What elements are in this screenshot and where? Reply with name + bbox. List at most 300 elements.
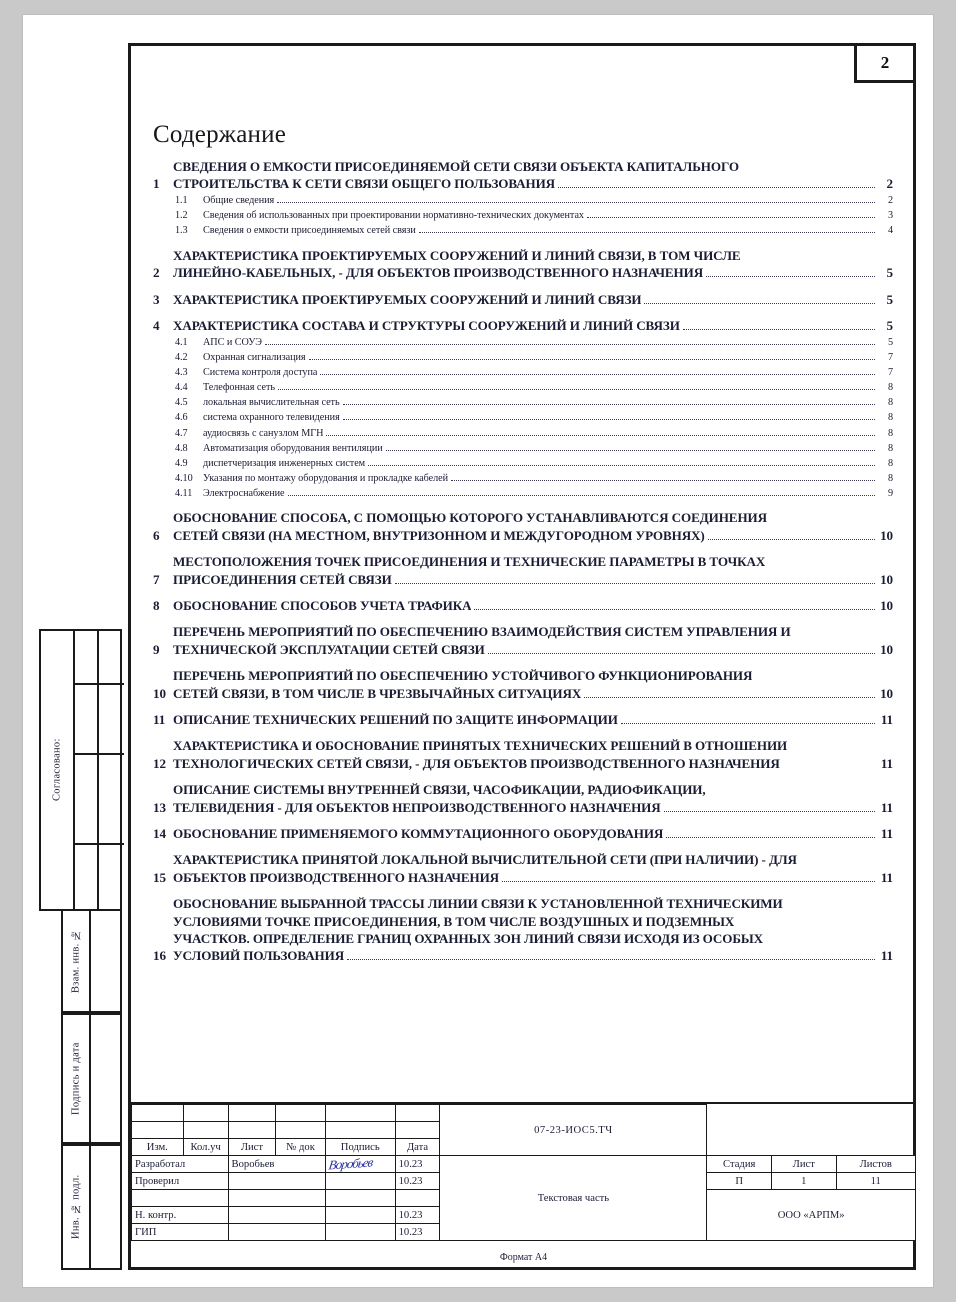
sidebar-label-vzam: Взам. инв. № bbox=[70, 929, 82, 993]
toc-entry-number: 11 bbox=[153, 711, 166, 727]
toc-entry-number: 15 bbox=[153, 869, 166, 885]
toc-entry-line bbox=[173, 553, 893, 570]
toc-dot-leader bbox=[488, 653, 875, 654]
toc-entry-page: 11 bbox=[880, 711, 893, 727]
sidebar-label-soglasovano: Согласовано: bbox=[51, 738, 63, 802]
toc-entry-body bbox=[173, 247, 893, 282]
toc-entry-page: 8 bbox=[887, 397, 893, 409]
toc-entry-number: 8 bbox=[153, 597, 160, 613]
toc-entry-text: Общие сведения bbox=[203, 195, 275, 207]
title-block-signature-cell[interactable] bbox=[325, 1156, 395, 1173]
toc-entry-body bbox=[203, 351, 893, 365]
toc-entry-text: ТЕХНИЧЕСКОЙ ЭКСПЛУАТАЦИИ СЕТЕЙ СВЯЗИ bbox=[173, 641, 485, 657]
toc-entry-text: ОБЪЕКТОВ ПРОИЗВОДСТВЕННОГО НАЗНАЧЕНИЯ bbox=[173, 869, 500, 885]
title-block-role[interactable]: Разработал bbox=[132, 1156, 229, 1173]
toc-dot-leader bbox=[621, 723, 875, 724]
toc-entry-body bbox=[173, 317, 893, 334]
toc-dot-leader bbox=[326, 435, 875, 436]
toc-entry-line bbox=[173, 825, 893, 842]
toc-dot-leader bbox=[584, 697, 875, 698]
stage-value-2: 11 bbox=[836, 1173, 915, 1190]
toc-entry[interactable] bbox=[153, 411, 893, 425]
sidebar-approval-box bbox=[39, 629, 122, 911]
toc-entry-number: 12 bbox=[153, 755, 166, 771]
toc-entry-line bbox=[203, 411, 893, 425]
toc-entry-text: ОБОСНОВАНИЕ ВЫБРАННОЙ ТРАССЫ ЛИНИИ СВЯЗИ К УСТАНОВЛЕННОЙ ТЕХНИЧЕСКИМИ bbox=[173, 896, 783, 912]
toc-entry-page: 10 bbox=[880, 571, 893, 587]
sidebar-divider-1 bbox=[75, 683, 124, 685]
stage-header-2: Листов bbox=[836, 1156, 915, 1173]
toc-entry-body bbox=[173, 509, 893, 544]
toc-entry-number: 1 bbox=[153, 176, 160, 192]
sidebar-label-inv: Инв. № подл. bbox=[70, 1174, 82, 1240]
toc-entry[interactable] bbox=[153, 336, 893, 350]
sidebar-approval-label-cell bbox=[41, 631, 75, 909]
sidebar-divider-2 bbox=[75, 753, 124, 755]
title-block-column-header: Лист bbox=[228, 1139, 276, 1156]
toc-dot-leader bbox=[309, 359, 875, 360]
toc-entry-line bbox=[203, 366, 893, 380]
title-block-column-header: № док bbox=[276, 1139, 326, 1156]
title-block-cell[interactable] bbox=[132, 1122, 184, 1139]
toc-entry[interactable] bbox=[153, 457, 893, 471]
toc-entry-number: 2 bbox=[153, 265, 160, 281]
toc-dot-leader bbox=[343, 404, 875, 405]
toc-entry-line bbox=[203, 472, 893, 486]
toc-entry-text: Электроснабжение bbox=[203, 487, 285, 499]
toc-entry-text: ОБОСНОВАНИЕ СПОСОБОВ УЧЕТА ТРАФИКА bbox=[173, 597, 472, 613]
sidebar-inv-label-cell bbox=[63, 1146, 91, 1268]
toc-dot-leader bbox=[558, 187, 875, 188]
toc-entry-text: ХАРАКТЕРИСТИКА СОСТАВА И СТРУКТУРЫ СООРУЖЕНИЙ И ЛИНИЙ СВЯЗИ bbox=[173, 318, 680, 334]
sidebar-vzam-label-cell bbox=[63, 911, 91, 1011]
toc-entry-line bbox=[203, 381, 893, 395]
toc-entry-body bbox=[173, 158, 893, 193]
toc-entry-line bbox=[173, 947, 893, 964]
title-block-date[interactable]: 10.23 bbox=[395, 1224, 440, 1241]
toc-entry-line bbox=[173, 291, 893, 308]
signature-mark: Воробьев bbox=[327, 1154, 374, 1173]
title-block-signature-cell[interactable] bbox=[325, 1190, 395, 1207]
document-number-cell bbox=[440, 1105, 707, 1156]
toc-entry-line bbox=[203, 194, 893, 208]
toc-entry[interactable] bbox=[153, 737, 893, 772]
toc-entry[interactable] bbox=[153, 442, 893, 456]
toc-entry-body bbox=[203, 487, 893, 501]
toc-entry-body bbox=[203, 224, 893, 238]
toc-entry-body bbox=[203, 457, 893, 471]
toc-entry[interactable] bbox=[153, 366, 893, 380]
toc-entry[interactable] bbox=[153, 381, 893, 395]
toc-entry-line bbox=[173, 851, 893, 868]
toc-entry-text: Автоматизация оборудования вентиляции bbox=[203, 442, 383, 454]
toc-entry-page: 7 bbox=[887, 352, 893, 364]
toc-entry-number: 13 bbox=[153, 799, 166, 815]
toc-dot-leader bbox=[395, 583, 875, 584]
sidebar-inv-box bbox=[61, 1144, 122, 1270]
toc-entry-line bbox=[203, 224, 893, 238]
toc-entry[interactable] bbox=[153, 247, 893, 282]
organization-cell: ООО «АРПМ» bbox=[707, 1190, 916, 1241]
toc-entry-number: 4.2 bbox=[175, 352, 188, 364]
stage-header-1: Лист bbox=[772, 1156, 836, 1173]
toc-entry-body bbox=[203, 442, 893, 456]
toc-entry-text: Охранная сигнализация bbox=[203, 352, 306, 364]
table-of-contents bbox=[153, 121, 893, 965]
toc-entry-text: УЧАСТКОВ. ОПРЕДЕЛЕНИЕ ГРАНИЦ ОХРАННЫХ ЗОН ЛИНИЙ СВЯЗИ ИСХОДЯ ИЗ ОСОБЫХ bbox=[173, 931, 764, 947]
toc-entry-body bbox=[173, 597, 893, 614]
toc-entry-text: СЕТЕЙ СВЯЗИ, В ТОМ ЧИСЛЕ В ЧРЕЗВЫЧАЙНЫХ СИТУАЦИЯХ bbox=[173, 685, 582, 701]
toc-entry[interactable] bbox=[153, 396, 893, 410]
toc-entry[interactable] bbox=[153, 825, 893, 842]
toc-entry[interactable] bbox=[153, 209, 893, 223]
toc-entry-page: 8 bbox=[887, 427, 893, 439]
document-number: 07-23-ИОС5.ТЧ bbox=[534, 1124, 613, 1136]
toc-entry-page: 10 bbox=[880, 597, 893, 613]
title-block-cell[interactable] bbox=[183, 1105, 228, 1122]
toc-dot-leader bbox=[706, 276, 875, 277]
toc-entry-text: Сведения об использованных при проектировании нормативно-технических документах bbox=[203, 210, 584, 222]
toc-entry-text: локальная вычислительная сеть bbox=[203, 397, 340, 409]
title-block-cell[interactable] bbox=[395, 1105, 440, 1122]
toc-entry-line bbox=[203, 336, 893, 350]
toc-entry-text: МЕСТОПОЛОЖЕНИЯ ТОЧЕК ПРИСОЕДИНЕНИЯ И ТЕХНИЧЕСКИЕ ПАРАМЕТРЫ В ТОЧКАХ bbox=[173, 554, 766, 570]
toc-dot-leader bbox=[288, 495, 875, 496]
toc-entry-line bbox=[203, 351, 893, 365]
toc-entry[interactable] bbox=[153, 194, 893, 208]
toc-entry-text: ХАРАКТЕРИСТИКА И ОБОСНОВАНИЕ ПРИНЯТЫХ ТЕХНИЧЕСКИХ РЕШЕНИЙ В ОТНОШЕНИИ bbox=[173, 738, 788, 754]
toc-entry-page: 10 bbox=[880, 527, 893, 543]
title-block-date[interactable] bbox=[395, 1190, 440, 1207]
toc-entry-page: 5 bbox=[887, 337, 893, 349]
toc-entry-line bbox=[173, 571, 893, 588]
toc-entry-line bbox=[173, 623, 893, 640]
toc-entry-text: ХАРАКТЕРИСТИКА ПРОЕКТИРУЕМЫХ СООРУЖЕНИЙ И ЛИНИЙ СВЯЗИ, В ТОМ ЧИСЛЕ bbox=[173, 248, 741, 263]
title-block-role[interactable]: Н. контр. bbox=[132, 1207, 229, 1224]
toc-dot-leader bbox=[343, 419, 875, 420]
toc-entry-number: 3 bbox=[153, 291, 160, 307]
toc-entry-text: УСЛОВИЙ ПОЛЬЗОВАНИЯ bbox=[173, 948, 345, 964]
toc-entry-text: Сведения о емкости присоединяемых сетей связи bbox=[203, 225, 416, 237]
toc-entry-body bbox=[203, 396, 893, 410]
title-block-cell[interactable] bbox=[276, 1122, 326, 1139]
toc-entry-line bbox=[173, 781, 893, 798]
toc-entry-body bbox=[203, 336, 893, 350]
toc-entry-body bbox=[173, 623, 893, 658]
toc-entry-line bbox=[173, 509, 893, 526]
toc-entry-body bbox=[173, 711, 893, 728]
toc-entry[interactable] bbox=[153, 711, 893, 728]
toc-entry[interactable] bbox=[153, 667, 893, 702]
toc-entry-page: 11 bbox=[880, 799, 893, 815]
toc-dot-leader bbox=[683, 329, 875, 330]
toc-entry[interactable] bbox=[153, 291, 893, 308]
title-block-name[interactable] bbox=[228, 1190, 325, 1207]
toc-entry-line bbox=[173, 685, 893, 702]
toc-entry-number: 4.5 bbox=[175, 397, 188, 409]
toc-entry-line bbox=[203, 427, 893, 441]
toc-entry-line bbox=[173, 737, 893, 754]
sidebar-vzam-box bbox=[61, 909, 122, 1013]
toc-entry-line bbox=[173, 895, 893, 912]
toc-entry-number: 1.3 bbox=[175, 225, 188, 237]
drawing-frame bbox=[128, 43, 916, 1270]
toc-entry-page: 11 bbox=[880, 826, 893, 841]
page-number: 2 bbox=[880, 53, 890, 72]
toc-entry-page: 4 bbox=[887, 225, 893, 237]
toc-dot-leader bbox=[664, 811, 875, 812]
toc-entry-number: 7 bbox=[153, 571, 160, 587]
toc-dot-leader bbox=[265, 344, 875, 345]
sidebar-divider-3 bbox=[75, 843, 124, 845]
toc-entry-line bbox=[203, 396, 893, 410]
toc-entry-text: ЛИНЕЙНО-КАБЕЛЬНЫХ, - ДЛЯ ОБЪЕКТОВ ПРОИЗВОДСТВЕННОГО НАЗНАЧЕНИЯ bbox=[173, 265, 704, 281]
format-label: Формат А4 bbox=[499, 1252, 548, 1263]
title-block-cell[interactable] bbox=[228, 1105, 276, 1122]
toc-entry-page: 11 bbox=[880, 948, 893, 964]
toc-entry[interactable] bbox=[153, 623, 893, 658]
toc-entry-line bbox=[173, 527, 893, 544]
title-block-signature-cell[interactable] bbox=[325, 1224, 395, 1241]
title-block-row bbox=[132, 1105, 916, 1122]
toc-entry-line bbox=[173, 641, 893, 658]
toc-entry-number: 4.4 bbox=[175, 382, 188, 394]
toc-entry[interactable] bbox=[153, 224, 893, 238]
toc-entry-line bbox=[173, 667, 893, 684]
toc-entry-body bbox=[173, 667, 893, 702]
title-block-cell[interactable] bbox=[395, 1122, 440, 1139]
toc-dot-leader bbox=[320, 374, 875, 375]
title-block-role[interactable] bbox=[132, 1190, 229, 1207]
toc-entry-line bbox=[203, 487, 893, 501]
toc-entry-page: 7 bbox=[887, 367, 893, 379]
toc-entry-body bbox=[203, 472, 893, 486]
title-block-name[interactable] bbox=[228, 1173, 325, 1190]
toc-dot-leader bbox=[644, 303, 875, 304]
toc-entry-line bbox=[173, 755, 893, 772]
page-number-box bbox=[854, 43, 916, 83]
toc-entry-page: 8 bbox=[887, 382, 893, 394]
toc-entry[interactable] bbox=[153, 597, 893, 614]
title-block-row bbox=[132, 1156, 916, 1173]
toc-entry-text: СВЕДЕНИЯ О ЕМКОСТИ ПРИСОЕДИНЯЕМОЙ СЕТИ СВЯЗИ ОБЪЕКТА КАПИТАЛЬНОГО bbox=[173, 159, 739, 174]
toc-entry[interactable] bbox=[153, 851, 893, 886]
toc-entry-number: 6 bbox=[153, 527, 160, 543]
toc-entry[interactable] bbox=[153, 553, 893, 588]
toc-entry-line bbox=[173, 158, 893, 175]
toc-entry-text: ПЕРЕЧЕНЬ МЕРОПРИЯТИЙ ПО ОБЕСПЕЧЕНИЮ УСТОЙЧИВОГО ФУНКЦИОНИРОВАНИЯ bbox=[173, 668, 753, 684]
title-block-column-header: Изм. bbox=[132, 1139, 184, 1156]
toc-entry-line bbox=[173, 869, 893, 886]
title-block-cell[interactable] bbox=[325, 1105, 395, 1122]
toc-entry-line bbox=[173, 317, 893, 334]
toc-entry-text: ОБОСНОВАНИЕ СПОСОБА, С ПОМОЩЬЮ КОТОРОГО УСТАНАВЛИВАЮТСЯ СОЕДИНЕНИЯ bbox=[173, 510, 767, 526]
toc-entry-page: 8 bbox=[887, 472, 893, 484]
toc-entry-page: 2 bbox=[887, 195, 893, 207]
title-block-cell[interactable] bbox=[183, 1122, 228, 1139]
title-block-column-header: Дата bbox=[395, 1139, 440, 1156]
toc-entry[interactable] bbox=[153, 509, 893, 544]
title-block-name[interactable] bbox=[228, 1207, 325, 1224]
toc-entry-line bbox=[173, 597, 893, 614]
toc-entry[interactable] bbox=[153, 317, 893, 334]
title-block-column-header: Кол.уч bbox=[183, 1139, 228, 1156]
toc-entry-number: 4.11 bbox=[175, 487, 193, 499]
title-block-cell[interactable] bbox=[276, 1105, 326, 1122]
toc-entry-page: 9 bbox=[887, 487, 893, 499]
toc-entry-page: 2 bbox=[886, 176, 893, 192]
toc-entry-line bbox=[173, 247, 893, 264]
toc-entry-body bbox=[203, 411, 893, 425]
toc-entry-text: Система контроля доступа bbox=[203, 367, 318, 379]
toc-entry-body bbox=[203, 381, 893, 395]
stage-value-1: 1 bbox=[772, 1173, 836, 1190]
paper-sheet bbox=[22, 14, 934, 1288]
toc-dot-leader bbox=[277, 202, 875, 203]
toc-entry-number: 1.2 bbox=[175, 210, 188, 222]
toc-entry-number: 4.3 bbox=[175, 367, 188, 379]
toc-entry[interactable] bbox=[153, 895, 893, 965]
title-block-name[interactable]: Воробьев bbox=[228, 1156, 325, 1173]
toc-entry-number: 16 bbox=[153, 948, 166, 964]
toc-entry-body bbox=[173, 737, 893, 772]
toc-entry-number: 4.9 bbox=[175, 457, 188, 469]
toc-dot-leader bbox=[666, 837, 875, 838]
toc-entry-text: ПЕРЕЧЕНЬ МЕРОПРИЯТИЙ ПО ОБЕСПЕЧЕНИЮ ВЗАИМОДЕЙСТВИЯ СИСТЕМ УПРАВЛЕНИЯ И bbox=[173, 624, 791, 640]
toc-dot-leader bbox=[419, 232, 875, 233]
toc-entry-page: 8 bbox=[887, 457, 893, 469]
toc-dot-leader bbox=[587, 217, 875, 218]
toc-entry-number: 14 bbox=[153, 826, 166, 841]
toc-dot-leader bbox=[451, 480, 875, 481]
toc-entry-page: 11 bbox=[880, 869, 893, 885]
title-block bbox=[131, 1102, 916, 1241]
title-block-column-header: Подпись bbox=[325, 1139, 395, 1156]
toc-entry-page: 10 bbox=[880, 641, 893, 657]
toc-entry-number: 4.7 bbox=[175, 427, 188, 439]
toc-entry-number: 4 bbox=[153, 318, 160, 334]
title-block-cell[interactable] bbox=[132, 1105, 184, 1122]
toc-entry-page: 5 bbox=[886, 265, 893, 281]
toc-entry-number: 4.1 bbox=[175, 337, 188, 349]
toc-entry[interactable] bbox=[153, 781, 893, 816]
toc-entry-number: 9 bbox=[153, 641, 160, 657]
toc-entry-body bbox=[173, 553, 893, 588]
toc-entry-text: ОПИСАНИЕ СИСТЕМЫ ВНУТРЕННЕЙ СВЯЗИ, ЧАСОФИКАЦИИ, РАДИОФИКАЦИИ, bbox=[173, 782, 706, 798]
stage-value-0: П bbox=[707, 1173, 772, 1190]
toc-entry-text: диспетчеризация инженерных систем bbox=[203, 457, 366, 469]
title-block-role[interactable]: ГИП bbox=[132, 1224, 229, 1241]
toc-entry-body bbox=[173, 825, 893, 842]
toc-entry-text: аудиосвязь с санузлом МГН bbox=[203, 427, 324, 439]
toc-entry[interactable] bbox=[153, 427, 893, 441]
toc-entry-page: 8 bbox=[887, 442, 893, 454]
toc-entry-text: ХАРАКТЕРИСТИКА ПРОЕКТИРУЕМЫХ СООРУЖЕНИЙ И ЛИНИЙ СВЯЗИ bbox=[173, 291, 642, 307]
toc-entry-text: Телефонная сеть bbox=[203, 382, 275, 394]
toc-entry-text: СЕТЕЙ СВЯЗИ (НА МЕСТНОМ, ВНУТРИЗОННОМ И МЕЖДУГОРОДНОМ УРОВНЯХ) bbox=[173, 527, 705, 543]
toc-entry-line bbox=[203, 457, 893, 471]
toc-entry-text: ПРИСОЕДИНЕНИЯ СЕТЕЙ СВЯЗИ bbox=[173, 571, 392, 587]
toc-entry-line bbox=[203, 442, 893, 456]
page-title: Содержание bbox=[153, 121, 286, 148]
toc-entry-number: 4.8 bbox=[175, 442, 188, 454]
title-block-cell[interactable] bbox=[228, 1122, 276, 1139]
toc-entry-text: УСЛОВИЯМИ ТОЧКЕ ПРИСОЕДИНЕНИЯ, В ТОМ ЧИСЛЕ ВОЗДУШНЫХ И ПОДЗЕМНЫХ bbox=[173, 913, 735, 929]
toc-dot-leader bbox=[278, 389, 875, 390]
title-block-cell[interactable] bbox=[325, 1122, 395, 1139]
title-block-signature-cell[interactable] bbox=[325, 1207, 395, 1224]
toc-entry[interactable] bbox=[153, 487, 893, 501]
sidebar-approval-col-2 bbox=[75, 631, 99, 909]
toc-entry-page: 10 bbox=[880, 685, 893, 701]
title-block-name[interactable] bbox=[228, 1224, 325, 1241]
toc-entry-body bbox=[173, 851, 893, 886]
toc-dot-leader bbox=[386, 450, 875, 451]
toc-entry-page: 3 bbox=[887, 210, 893, 222]
toc-entry-line bbox=[203, 209, 893, 223]
toc-dot-leader bbox=[708, 539, 875, 540]
toc-entry-line bbox=[173, 175, 893, 192]
toc-entry-number: 1.1 bbox=[175, 195, 188, 207]
toc-entry-page: 11 bbox=[880, 755, 893, 771]
title-block-role[interactable]: Проверил bbox=[132, 1173, 229, 1190]
toc-entry-body bbox=[203, 366, 893, 380]
toc-entry-text: ОБОСНОВАНИЕ ПРИМЕНЯЕМОГО КОММУТАЦИОННОГО ОБОРУДОВАНИЯ bbox=[173, 826, 664, 841]
title-block-date[interactable]: 10.23 bbox=[395, 1173, 440, 1190]
toc-dot-leader bbox=[474, 609, 875, 610]
sidebar-podpis-label-cell bbox=[63, 1015, 91, 1142]
toc-entry-body bbox=[203, 427, 893, 441]
toc-entry-line bbox=[173, 930, 893, 947]
toc-entry-body bbox=[173, 291, 893, 308]
stage-header-0: Стадия bbox=[707, 1156, 772, 1173]
toc-entry-text: АПС и СОУЭ bbox=[203, 337, 262, 349]
toc-entry-body bbox=[173, 781, 893, 816]
toc-entry-page: 8 bbox=[887, 412, 893, 424]
toc-entry-text: система охранного телевидения bbox=[203, 412, 340, 424]
toc-entry-line bbox=[173, 264, 893, 281]
toc-entry-number: 10 bbox=[153, 685, 166, 701]
title-block-table bbox=[131, 1104, 916, 1241]
toc-entry[interactable] bbox=[153, 158, 893, 193]
toc-dot-leader bbox=[502, 881, 875, 882]
sidebar-podpis-box bbox=[61, 1013, 122, 1144]
toc-entry-line bbox=[173, 711, 893, 728]
toc-entry-body bbox=[203, 194, 893, 208]
toc-entry[interactable] bbox=[153, 472, 893, 486]
toc-entry-text: ХАРАКТЕРИСТИКА ПРИНЯТОЙ ЛОКАЛЬНОЙ ВЫЧИСЛИТЕЛЬНОЙ СЕТИ (ПРИ НАЛИЧИИ) - ДЛЯ bbox=[173, 852, 797, 868]
toc-dot-leader bbox=[347, 959, 875, 960]
toc-entry-body bbox=[203, 209, 893, 223]
title-block-date[interactable]: 10.23 bbox=[395, 1207, 440, 1224]
toc-entry-page: 5 bbox=[886, 291, 893, 307]
title-block-date[interactable]: 10.23 bbox=[395, 1156, 440, 1173]
toc-entry-page: 5 bbox=[886, 318, 893, 334]
toc-entry-number: 4.10 bbox=[175, 472, 193, 484]
toc-dot-leader bbox=[368, 465, 875, 466]
title-block-signature-cell[interactable] bbox=[325, 1173, 395, 1190]
toc-entry-body bbox=[173, 895, 893, 965]
sidebar-label-podpis: Подпись и дата bbox=[70, 1042, 82, 1115]
toc-entry[interactable] bbox=[153, 351, 893, 365]
document-title-cell: Текстовая часть bbox=[440, 1156, 707, 1241]
toc-entry-text: Указания по монтажу оборудования и прокладке кабелей bbox=[203, 472, 449, 484]
toc-entry-line bbox=[173, 913, 893, 930]
toc-entry-line bbox=[173, 799, 893, 816]
toc-entry-text: СТРОИТЕЛЬСТВА К СЕТИ СВЯЗИ ОБЩЕГО ПОЛЬЗОВАНИЯ bbox=[173, 176, 556, 192]
toc-entry-text: ОПИСАНИЕ ТЕХНИЧЕСКИХ РЕШЕНИЙ ПО ЗАЩИТЕ ИНФОРМАЦИИ bbox=[173, 711, 618, 727]
toc-entry-list bbox=[153, 158, 893, 965]
